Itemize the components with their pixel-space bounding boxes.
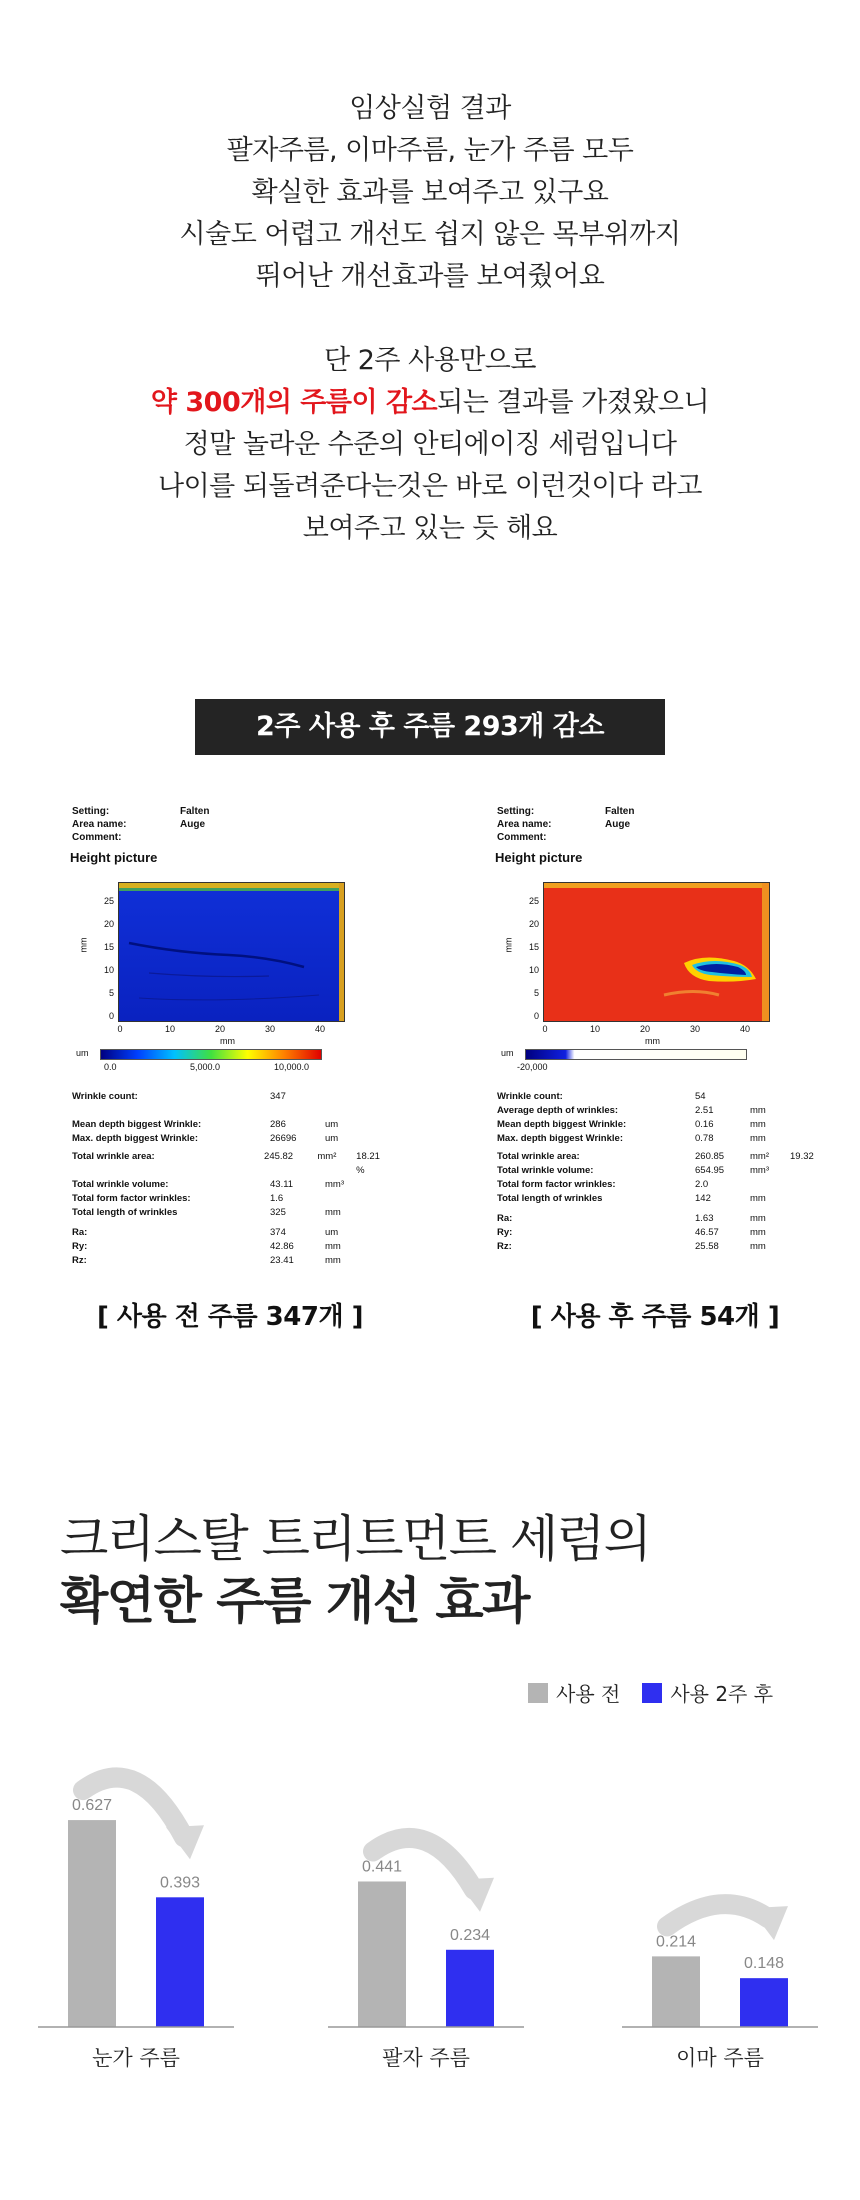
bar-before [358, 1881, 406, 2027]
meta-value: Falten [180, 806, 210, 817]
x-tick: 20 [639, 1024, 651, 1034]
y-tick: 10 [103, 965, 114, 975]
value-label-after: 0.148 [743, 1955, 785, 1973]
value-label-before: 0.441 [361, 1858, 403, 1876]
colorbar-unit: um [76, 1048, 89, 1058]
x-tick: 20 [214, 1024, 226, 1034]
legend-label-before: 사용 전 [556, 1682, 621, 1706]
x-axis [543, 1024, 770, 1036]
trend-arrow-head-icon [456, 1878, 494, 1912]
y-tick: 0 [533, 1011, 539, 1021]
meta-value: Auge [180, 819, 205, 830]
intro-line: 팔자주름, 이마주름, 눈가 주름 모두 [226, 135, 634, 166]
intro-line: 확실한 효과를 보여주고 있구요 [251, 177, 609, 208]
intro-line-rest: 되는 결과를 가졌왔으니 [437, 387, 710, 418]
colorbar-tick: 5,000.0 [190, 1062, 221, 1072]
value-label-after: 0.393 [159, 1874, 201, 1892]
before-analysis-panel [70, 800, 390, 1270]
meta-key: Setting: [497, 806, 535, 817]
intro-line: 정말 놀라운 수준의 안티에이징 세럼입니다 [183, 429, 677, 460]
x-tick: 40 [739, 1024, 751, 1034]
x-tick: 0 [117, 1024, 123, 1034]
x-unit: mm [645, 1036, 660, 1046]
height-map-before [118, 882, 345, 1022]
colorbar-tick: -20,000 [517, 1062, 548, 1072]
y-tick: 15 [103, 942, 114, 952]
after-analysis-panel [495, 800, 815, 1270]
trend-arrow-head-icon [166, 1825, 204, 1859]
meta-key: Comment: [497, 832, 547, 843]
category-label: 눈가 주름 [92, 2046, 180, 2070]
colorbar-tick: 10,000.0 [274, 1062, 310, 1072]
category-label: 팔자 주름 [382, 2046, 470, 2070]
meta-block [72, 805, 209, 844]
x-axis [118, 1024, 345, 1036]
x-tick: 30 [689, 1024, 701, 1034]
bar-after [740, 1978, 788, 2027]
intro-highlight-line [0, 382, 860, 424]
y-tick: 15 [528, 942, 539, 952]
bar-after [156, 1897, 204, 2027]
wrinkle-bar-chart [0, 1660, 860, 2090]
stats-table: Wrinkle count: 347 Mean depth biggest Wrinkle: 286 um Max. depth biggest Wrinkle: 26696 um Total wrinkle area: 245.82 mm² 18.21 % Total wrinkle volume: 43.11 mm³ Total form factor wrinkles: 1.6 Total length of wrinkles 325 mm Ra: 374 um Ry: 42.86 mm Rz: 23.41 mm [72, 1091, 380, 1266]
height-map-after [543, 882, 770, 1022]
y-axis [517, 882, 541, 1022]
stats-table: Wrinkle count: 54 Average depth of wrinkles: 2.51 mm Mean depth biggest Wrinkle: 0.16 mm Max. depth biggest Wrinkle: 0.78 mm Total wrinkle area: 260.85 mm² 19.32 Total wrinkle volume: 654.95 mm³ Total form factor wrinkles: 2.0 Total length of wrinkles 142 mm Ra: 1.63 mm Ry: 46.57 mm Rz: 25.58 mm [497, 1091, 814, 1252]
colorbar-tick: 0.0 [104, 1062, 117, 1072]
trend-arrow-icon [667, 1904, 768, 1926]
intro-line: 나이를 되돌려준다는것은 바로 이런것이다 라고 [158, 471, 702, 502]
intro-line: 임상실험 결과 [349, 93, 511, 124]
y-unit: mm [503, 937, 514, 953]
intro-line: 뛰어난 개선효과를 보여줬어요 [255, 261, 605, 292]
value-label-before: 0.627 [71, 1797, 113, 1815]
intro-line: 단 2주 사용만으로 [324, 345, 536, 376]
y-tick: 5 [533, 988, 539, 998]
intro-line: 보여주고 있는 듯 해요 [302, 513, 558, 544]
x-tick: 0 [542, 1024, 548, 1034]
meta-block [497, 805, 634, 844]
x-tick: 30 [264, 1024, 276, 1034]
meta-value: Falten [605, 806, 635, 817]
section-heading [60, 1508, 650, 1632]
x-tick: 10 [164, 1024, 176, 1034]
intro-line: 시술도 어렵고 개선도 쉽지 않은 목부위까지 [179, 219, 681, 250]
height-picture-title: Height picture [495, 850, 583, 865]
x-tick: 10 [589, 1024, 601, 1034]
before-caption: [ 사용 전 주름 347개 ] [97, 1302, 363, 1332]
trend-arrow-head-icon [750, 1906, 788, 1940]
colorbar-unit: um [501, 1048, 514, 1058]
value-label-before: 0.214 [655, 1933, 697, 1951]
y-tick: 25 [103, 896, 114, 906]
legend-label-after: 사용 2주 후 [670, 1682, 774, 1706]
meta-value: Auge [605, 819, 630, 830]
y-tick: 5 [108, 988, 114, 998]
meta-key: Setting: [72, 806, 110, 817]
intro-text [0, 88, 860, 550]
meta-key: Comment: [72, 832, 122, 843]
y-tick: 20 [528, 919, 539, 929]
heading-line2: 확연한 주름 개선 효과 [60, 1572, 529, 1630]
value-label-after: 0.234 [449, 1926, 491, 1944]
meta-key: Area name: [497, 819, 552, 830]
category-label: 이마 주름 [676, 2046, 764, 2070]
bar-before [68, 1820, 116, 2027]
meta-key: Area name: [72, 819, 127, 830]
y-tick: 20 [103, 919, 114, 929]
after-caption: [ 사용 후 주름 54개 ] [530, 1302, 780, 1332]
highlight-text: 약 300개의 주름이 감소 [150, 387, 438, 418]
x-tick: 40 [314, 1024, 326, 1034]
y-axis [92, 882, 116, 1022]
y-tick: 10 [528, 965, 539, 975]
y-tick: 0 [108, 1011, 114, 1021]
x-unit: mm [220, 1036, 235, 1046]
heading-line1: 크리스탈 트리트먼트 세럼의 [60, 1510, 651, 1568]
bar-before [652, 1956, 700, 2027]
colorbar [525, 1049, 747, 1060]
bar-after [446, 1950, 494, 2027]
colorbar [100, 1049, 322, 1060]
y-unit: mm [78, 937, 89, 953]
height-picture-title: Height picture [70, 850, 158, 865]
result-banner: 2주 사용 후 주름 293개 감소 [195, 699, 665, 755]
y-tick: 25 [528, 896, 539, 906]
